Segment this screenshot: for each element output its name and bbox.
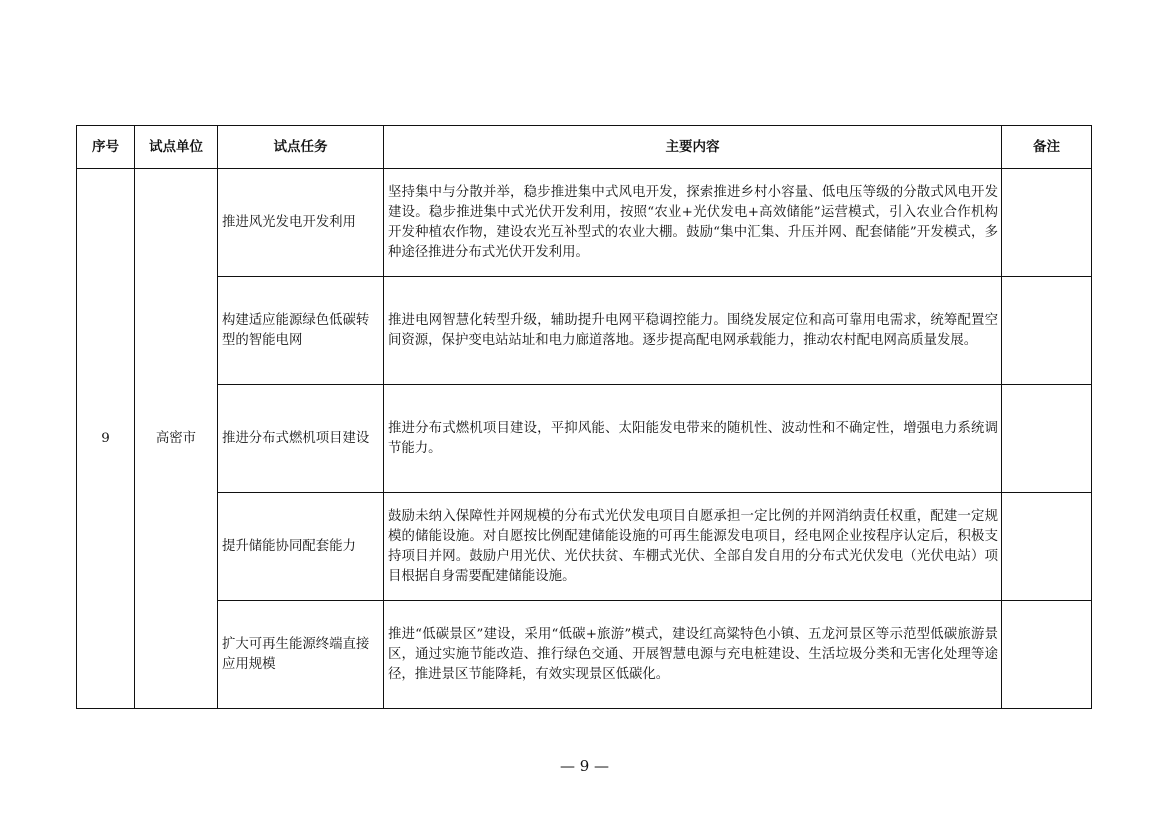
note-cell (1002, 493, 1092, 601)
pilot-tasks-table (76, 125, 1092, 709)
note-cell (1002, 277, 1092, 385)
content-cell: 坚持集中与分散并举，稳步推进集中式风电开发，探索推进乡村小容量、低电压等级的分散式风电开发建设。稳步推进集中式光伏开发利用，按照“农业+光伏发电+高效储能”运营模式，引入农业合作机构开发种植农作物，建设农光互补型式的农业大棚。鼓励“集中汇集、升压并网、配套储能”开发模式，多种途径推进分布式光伏开发利用。 (384, 169, 1002, 277)
header-seq: 序号 (77, 126, 135, 169)
header-content: 主要内容 (384, 126, 1002, 169)
task-cell: 推进风光发电开发利用 (218, 169, 384, 277)
table-header-row (77, 126, 1092, 169)
note-cell (1002, 385, 1092, 493)
header-task: 试点任务 (218, 126, 384, 169)
seq-cell: 9 (77, 169, 135, 709)
content-cell: 鼓励未纳入保障性并网规模的分布式光伏发电项目自愿承担一定比例的并网消纳责任权重，配建一定规模的储能设施。对自愿按比例配建储能设施的可再生能源发电项目，经电网企业按程序认定后，积极支持项目并网。鼓励户用光伏、光伏扶贫、车棚式光伏、全部自发自用的分布式光伏发电（光伏电站）项目根据自身需要配建储能设施。 (384, 493, 1002, 601)
table-row (77, 601, 1092, 709)
content-cell: 推进“低碳景区”建设，采用“低碳+旅游”模式，建设红高粱特色小镇、五龙河景区等示范型低碳旅游景区，通过实施节能改造、推行绿色交通、开展智慧电源与充电桩建设、生活垃圾分类和无害化处理等途径，推进景区节能降耗，有效实现景区低碳化。 (384, 601, 1002, 709)
note-cell (1002, 601, 1092, 709)
table-row (77, 385, 1092, 493)
table-row (77, 493, 1092, 601)
note-cell (1002, 169, 1092, 277)
table-row (77, 169, 1092, 277)
table-row (77, 277, 1092, 385)
header-note: 备注 (1002, 126, 1092, 169)
task-cell: 推进分布式燃机项目建设 (218, 385, 384, 493)
unit-cell: 高密市 (135, 169, 218, 709)
task-cell: 提升储能协同配套能力 (218, 493, 384, 601)
header-unit: 试点单位 (135, 126, 218, 169)
task-cell: 构建适应能源绿色低碳转型的智能电网 (218, 277, 384, 385)
page-number: — 9 — (559, 757, 610, 775)
content-cell: 推进分布式燃机项目建设，平抑风能、太阳能发电带来的随机性、波动性和不确定性，增强电力系统调节能力。 (384, 385, 1002, 493)
task-cell: 扩大可再生能源终端直接应用规模 (218, 601, 384, 709)
content-cell: 推进电网智慧化转型升级，辅助提升电网平稳调控能力。围绕发展定位和高可靠用电需求，统筹配置空间资源，保护变电站站址和电力廊道落地。逐步提高配电网承载能力，推动农村配电网高质量发展。 (384, 277, 1002, 385)
